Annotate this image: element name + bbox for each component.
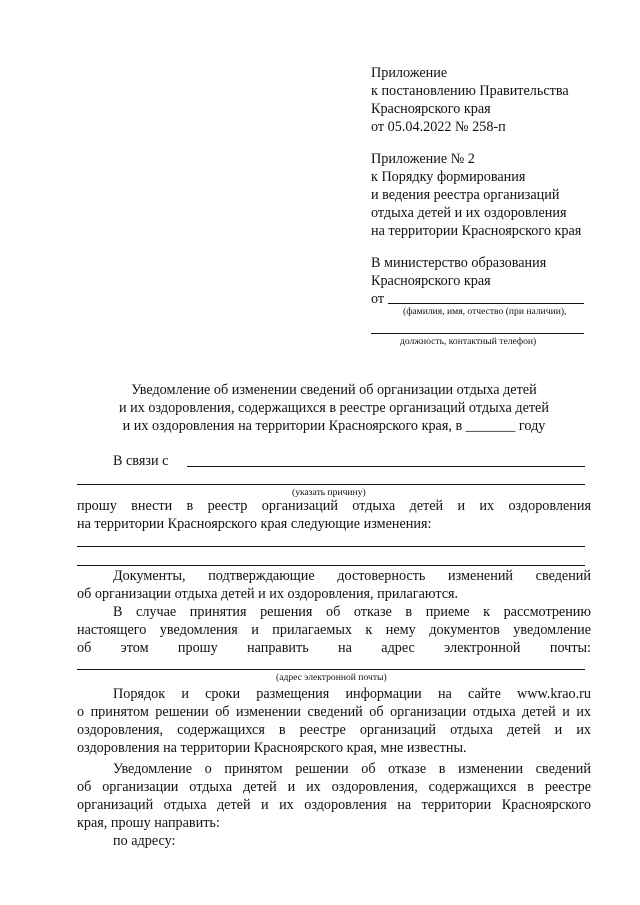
addressee-line: В министерство образования [371, 255, 547, 271]
appendix2-title: Приложение № 2 [371, 151, 475, 167]
fio-hint: (фамилия, имя, отчество (при наличии), [403, 306, 567, 317]
notify-text: Уведомление о принятом решении об отказе в изменении сведений [113, 761, 591, 777]
reason-hint: (указать причину) [292, 487, 366, 498]
appendix-line: от 05.04.2022 № 258-п [371, 119, 506, 135]
request-text: прошу внести в реестр организаций отдыха детей и их оздоровления [77, 498, 591, 514]
documents-text: Документы, подтверждающие достоверность изменений сведений [113, 568, 591, 584]
title-line: Уведомление об изменении сведений об организации отдыха детей [131, 382, 537, 398]
changes-field-line-1[interactable] [77, 546, 585, 547]
addressee-line: Красноярского края [371, 273, 491, 289]
appendix2-line: на территории Красноярского края [371, 223, 582, 239]
due-to-label: В связи с [113, 453, 169, 469]
refusal-text: настоящего уведомления и прилагаемых к нему документов уведомление [77, 622, 591, 638]
by-address-label: по адресу: [113, 833, 176, 849]
from-label: от [371, 291, 385, 307]
position-field-line[interactable] [371, 333, 584, 334]
appendix2-line: и ведения реестра организаций [371, 187, 560, 203]
title-line: и их оздоровления на территории Красноярского края, в _______ году [122, 418, 546, 434]
email-hint: (адрес электронной почты) [276, 672, 387, 683]
appendix-line: к постановлению Правительства [371, 83, 569, 99]
order-text: оздоровления на территории Красноярского края, мне известны. [77, 740, 467, 756]
notify-text: края, прошу направить: [77, 815, 220, 831]
appendix2-line: отдыха детей и их оздоровления [371, 205, 567, 221]
notify-text: об организации отдыха детей и их оздоровления, содержащихся в реестре [77, 779, 591, 795]
reason-field-line-1[interactable] [187, 466, 585, 467]
from-field-line[interactable] [388, 303, 584, 304]
order-text: о принятом решении об изменении сведений об организации отдыха детей и их [77, 704, 591, 720]
request-text: на территории Красноярского края следующие изменения: [77, 516, 432, 532]
order-text: оздоровления, содержащихся в реестре организаций отдыха детей и их [77, 722, 591, 738]
title-line: и их оздоровления, содержащихся в реестре организаций отдыха детей [119, 400, 549, 416]
refusal-text: В случае принятия решения об отказе в приеме к рассмотрению [113, 604, 591, 620]
refusal-text: об этом прошу направить на адрес электронной почты: [77, 640, 591, 656]
appendix2-line: к Порядку формирования [371, 169, 526, 185]
documents-text: об организации отдыха детей и их оздоровления, прилагаются. [77, 586, 459, 602]
appendix-title: Приложение [371, 65, 448, 81]
position-hint: должность, контактный телефон) [400, 336, 537, 347]
appendix-line: Красноярского края [371, 101, 491, 117]
reason-field-line-2[interactable] [77, 484, 585, 485]
order-text: Порядок и сроки размещения информации на сайте www.krao.ru [113, 686, 591, 702]
notify-text: организаций отдыха детей и их оздоровления на территории Красноярского [77, 797, 591, 813]
changes-field-line-2[interactable] [77, 565, 585, 566]
email-field-line[interactable] [77, 669, 585, 670]
